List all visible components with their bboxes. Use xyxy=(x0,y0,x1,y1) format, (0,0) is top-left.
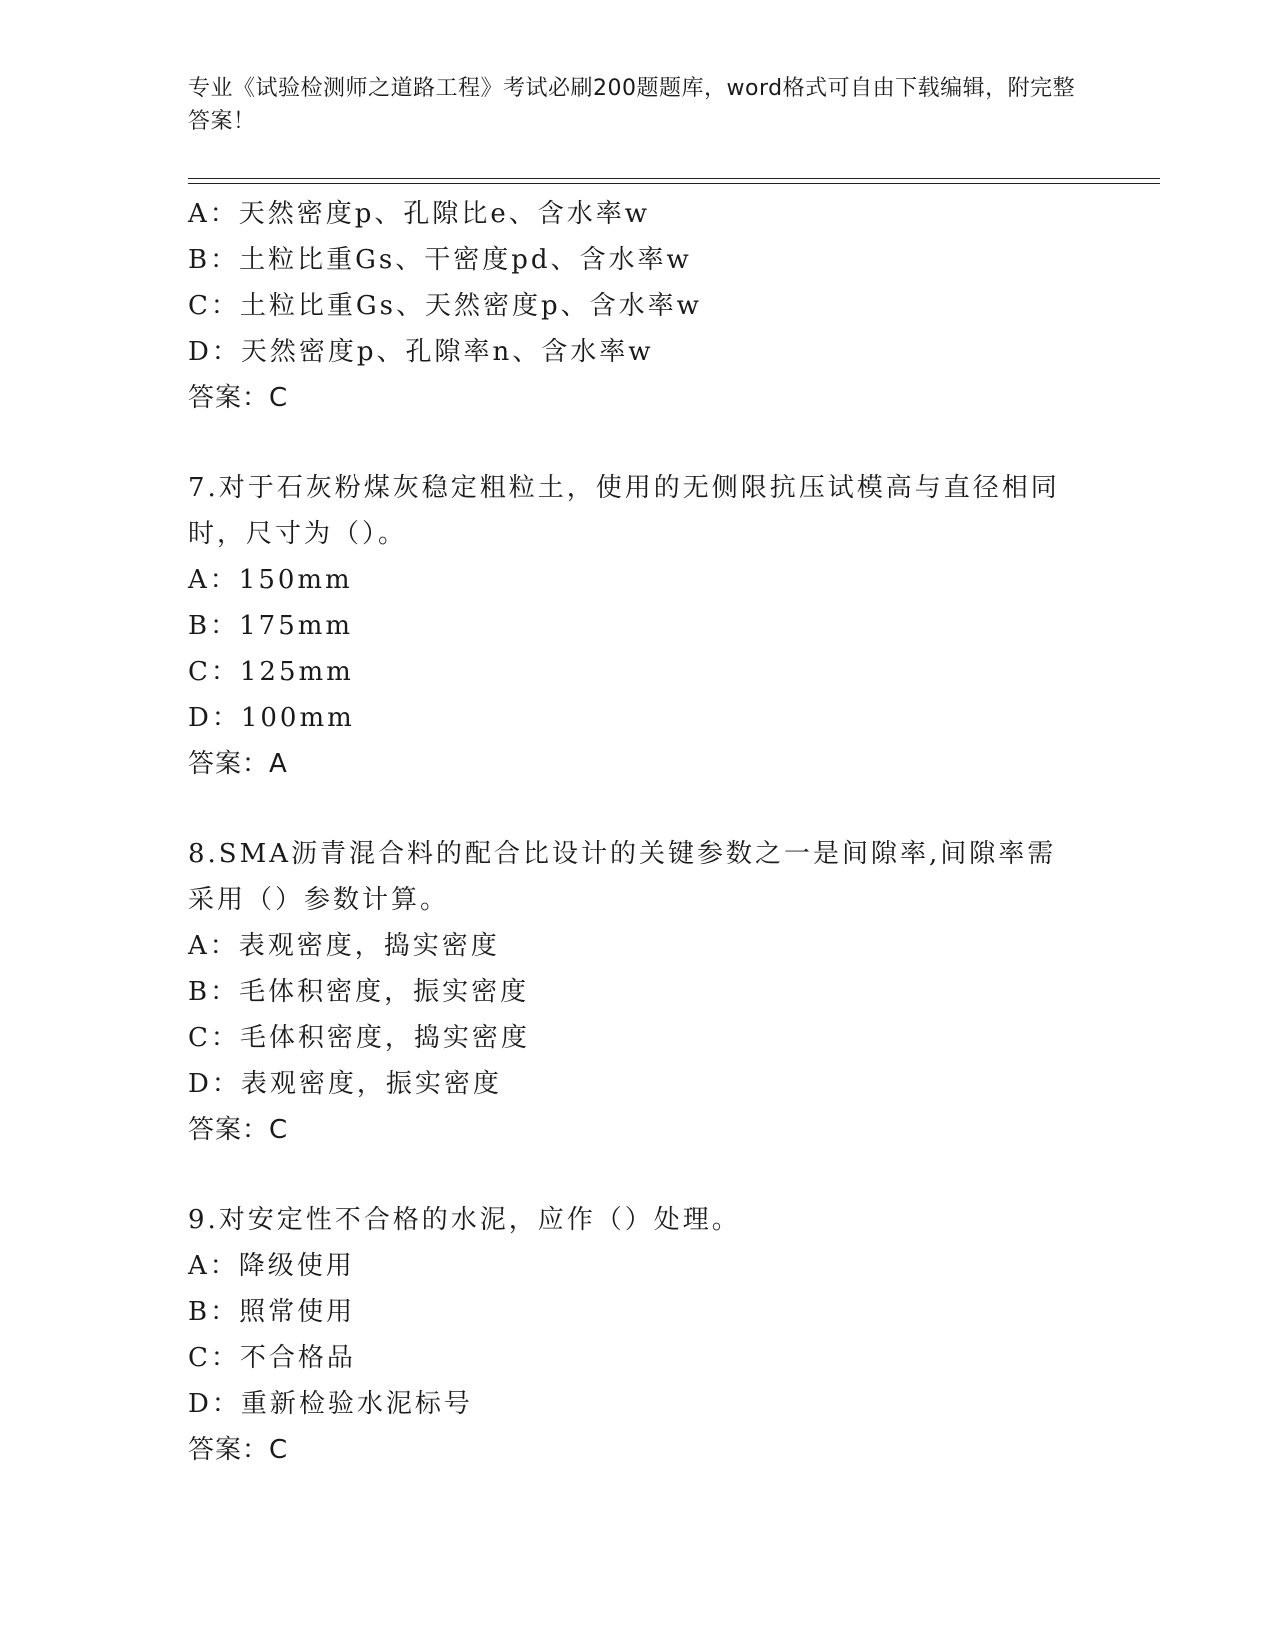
question-9 xyxy=(188,1197,1088,1473)
answer: 答案：C xyxy=(188,1435,289,1465)
question-stem: 7.对于石灰粉煤灰稳定粗粒土，使用的无侧限抗压试模高与直径相同时，尺寸为（）。 xyxy=(188,473,1060,549)
spacer xyxy=(188,1153,1088,1197)
option-d: D：表观密度，振实密度 xyxy=(188,1069,502,1099)
option-d: D：重新检验水泥标号 xyxy=(188,1389,473,1419)
option-b: B：毛体积密度，振实密度 xyxy=(188,977,530,1007)
option-c: C：125mm xyxy=(188,657,354,687)
option-a: A：天然密度p、孔隙比e、含水率w xyxy=(188,199,651,229)
answer: 答案：A xyxy=(188,749,288,779)
answer: 答案：C xyxy=(188,383,289,413)
question-stem: 9.对安定性不合格的水泥，应作（）处理。 xyxy=(188,1205,741,1235)
option-c: C：土粒比重Gs、天然密度p、含水率w xyxy=(188,291,702,321)
option-a: A：降级使用 xyxy=(188,1251,355,1281)
option-c: C：不合格品 xyxy=(188,1343,356,1373)
option-b: B：175mm xyxy=(188,611,354,641)
option-d: D：天然密度p、孔隙率n、含水率w xyxy=(188,337,654,367)
spacer xyxy=(188,787,1088,831)
spacer xyxy=(188,421,1088,465)
option-c: C：毛体积密度，捣实密度 xyxy=(188,1023,530,1053)
option-a: A：表观密度，捣实密度 xyxy=(188,931,500,961)
option-b: B：照常使用 xyxy=(188,1297,356,1327)
header-divider-bottom xyxy=(188,183,1160,184)
question-7 xyxy=(188,465,1088,787)
option-a: A：150mm xyxy=(188,565,353,595)
document-header: 专业《试验检测师之道路工程》考试必刷200题题库，word格式可自由下载编辑，附完整答案！ xyxy=(188,76,1076,134)
question-8 xyxy=(188,831,1088,1153)
question-list xyxy=(188,191,1088,1473)
answer: 答案：C xyxy=(188,1115,289,1145)
question-6-continued xyxy=(188,191,1088,421)
header-divider-top xyxy=(188,178,1160,179)
option-d: D：100mm xyxy=(188,703,355,733)
option-b: B：土粒比重Gs、干密度pd、含水率w xyxy=(188,245,692,275)
question-stem: 8.SMA沥青混合料的配合比设计的关键参数之一是间隙率,间隙率需采用（）参数计算。 xyxy=(188,839,1057,915)
